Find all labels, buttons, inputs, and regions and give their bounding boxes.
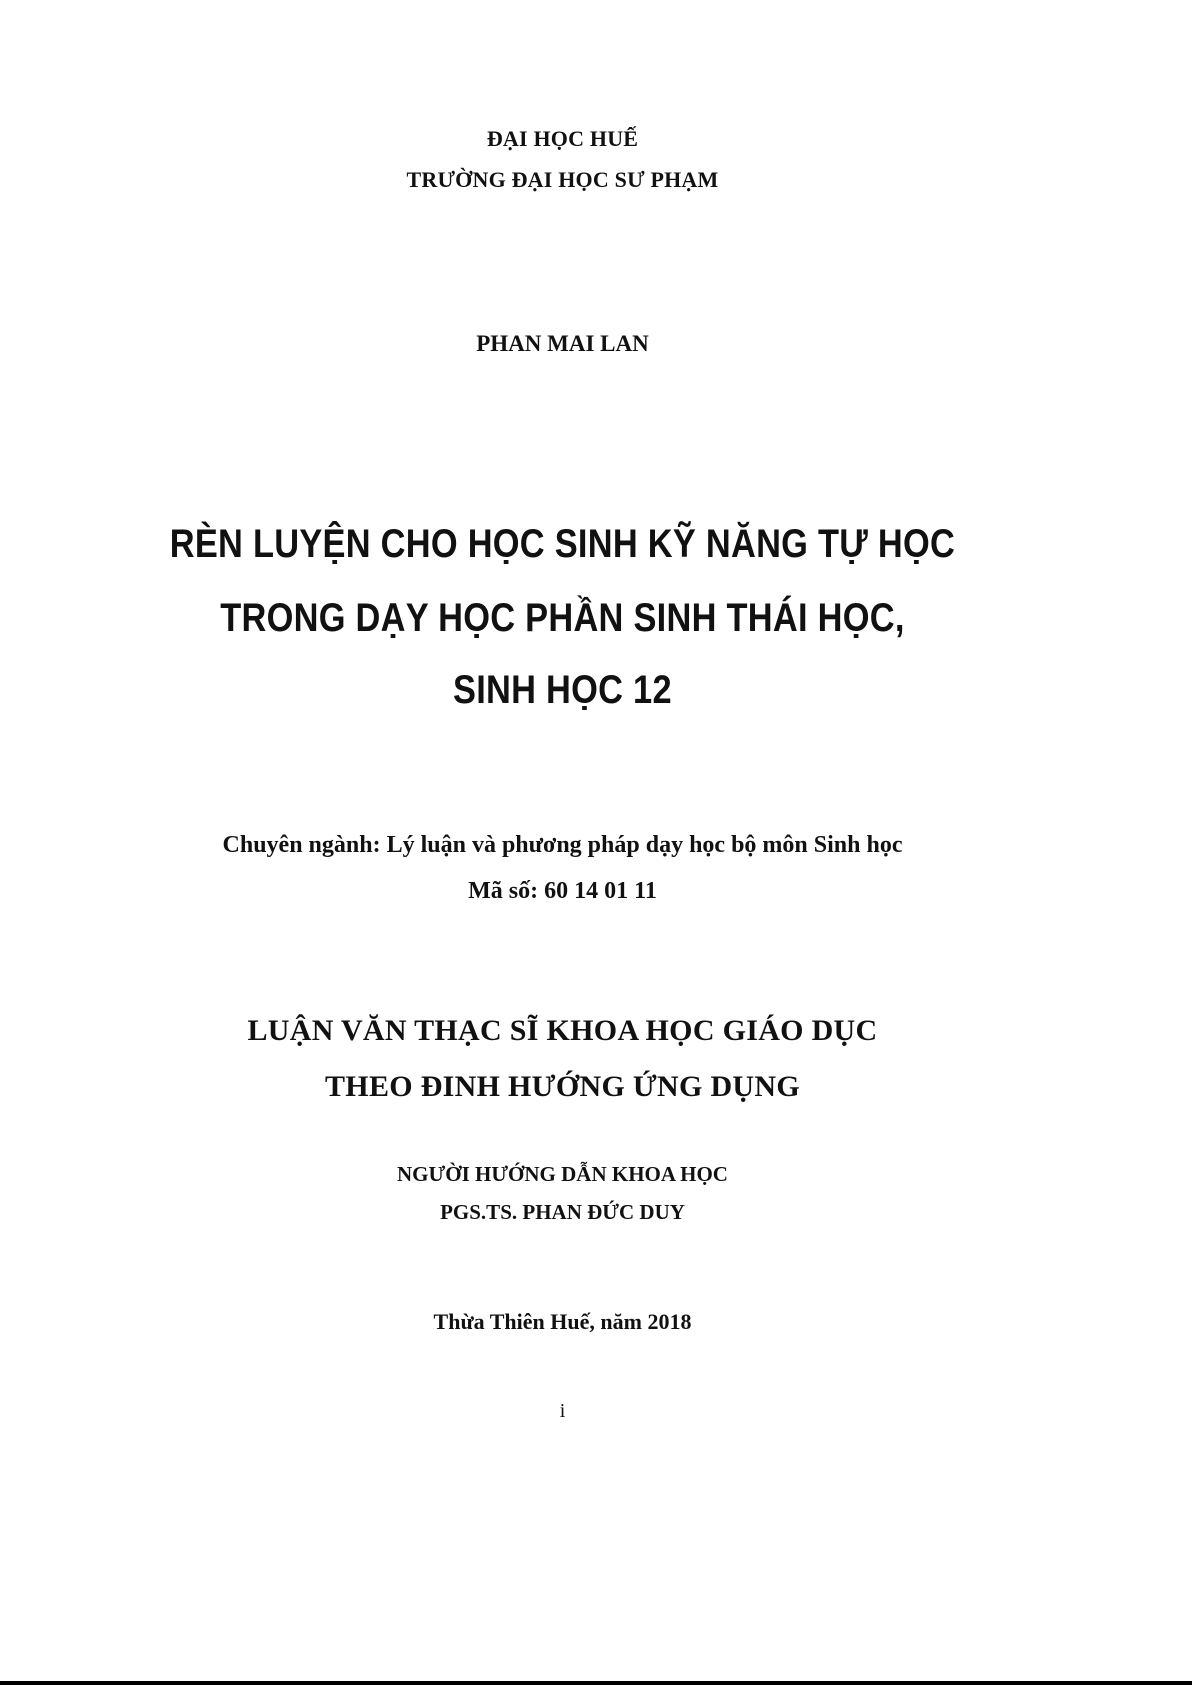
place-and-year: Thừa Thiên Huế, năm 2018 xyxy=(433,1309,692,1334)
page-number: i xyxy=(559,1400,566,1422)
specialization-major: Chuyên ngành: Lý luận và phương pháp dạy học bộ môn Sinh học xyxy=(222,832,903,858)
specialization-code: Mã số: 60 14 01 11 xyxy=(468,878,657,904)
degree-line-2: THEO ĐINH HƯỚNG ỨNG DỤNG xyxy=(325,1070,800,1103)
school-name: TRƯỜNG ĐẠI HỌC SƯ PHẠM xyxy=(406,167,719,192)
thesis-title-line-1: RÈN LUYỆN CHO HỌC SINH KỸ NĂNG TỰ HỌC xyxy=(169,522,956,566)
author-name: PHAN MAI LAN xyxy=(476,331,649,356)
thesis-title-line-3: SINH HỌC 12 xyxy=(452,668,672,712)
bottom-edge-rule xyxy=(0,1681,1192,1685)
university-name: ĐẠI HỌC HUẾ xyxy=(486,126,639,151)
degree-line-1: LUẬN VĂN THẠC SĨ KHOA HỌC GIÁO DỤC xyxy=(247,1014,878,1047)
advisor-name: PGS.TS. PHAN ĐỨC DUY xyxy=(440,1200,685,1224)
advisor-label: NGƯỜI HƯỚNG DẪN KHOA HỌC xyxy=(397,1162,728,1186)
thesis-title-line-2: TRONG DẠY HỌC PHẦN SINH THÁI HỌC, xyxy=(220,596,905,640)
